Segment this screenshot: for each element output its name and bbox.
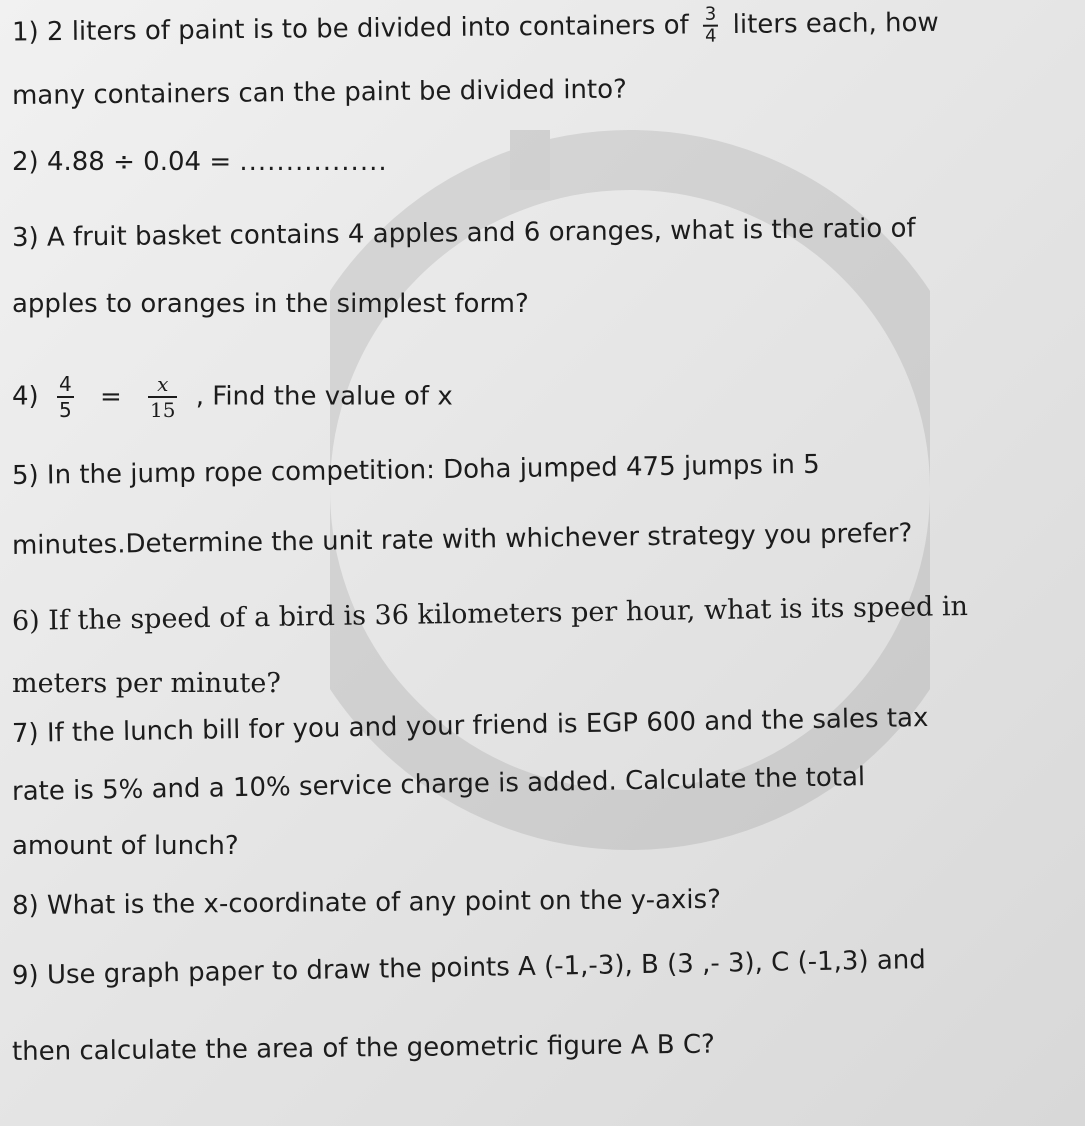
question-6-line-2 xyxy=(12,668,281,700)
question-6-line-1 xyxy=(12,591,968,638)
question-1-text-b: liters each, how xyxy=(732,7,939,40)
question-4-fraction-2-denominator: 15 xyxy=(150,398,176,422)
question-7-text-b: rate is 5% and a 10% service charge is added. Calculate the total xyxy=(11,762,866,807)
question-4-number: 4) xyxy=(12,381,39,412)
question-8-line xyxy=(12,884,721,922)
question-4-fraction-2-numerator: x xyxy=(148,372,177,398)
question-3-line-1 xyxy=(12,213,916,254)
question-7-line-3 xyxy=(12,830,239,862)
question-4-line xyxy=(12,372,453,422)
question-2-number: 2) xyxy=(12,147,39,177)
question-3-text-a: 3) A fruit basket contains 4 apples and 6 oranges, what is the ratio of xyxy=(11,213,916,253)
question-6-text-b: meters per minute? xyxy=(12,668,281,699)
question-2-expression: 4.88 ÷ 0.04 = xyxy=(46,147,232,177)
question-1-fraction-denominator: 4 xyxy=(704,25,717,47)
question-1-number: 1) xyxy=(11,17,39,48)
question-5-text-b: minutes.Determine the unit rate with whichever strategy you prefer? xyxy=(11,518,913,561)
question-4-fraction-1-denominator: 5 xyxy=(58,398,72,422)
question-1-fraction xyxy=(703,5,719,47)
question-3-line-2 xyxy=(12,288,529,320)
question-1-line-2 xyxy=(12,74,627,112)
question-5-line-2 xyxy=(12,517,913,562)
question-9-text-a: 9) Use graph paper to draw the points A (-1,-3), B (3 ,- 3), C (-1,3) and xyxy=(11,945,927,991)
question-5-text-a: 5) In the jump rope competition: Doha jumped 475 jumps in 5 xyxy=(11,449,820,491)
question-8-text: 8) What is the x-coordinate of any point on the y-axis? xyxy=(11,884,722,921)
question-9-line-2 xyxy=(12,1029,715,1068)
question-7-line-2 xyxy=(12,761,866,808)
question-7-text-c: amount of lunch? xyxy=(12,831,239,861)
question-1-text-a: 2 liters of paint is to be divided into containers of xyxy=(46,10,689,48)
question-2-answer-blank: ................ xyxy=(239,147,388,177)
question-7-text-a: 7) If the lunch bill for you and your friend is EGP 600 and the sales tax xyxy=(11,703,929,749)
question-4-fraction-1 xyxy=(57,372,74,422)
question-4-fraction-1-numerator: 4 xyxy=(58,372,72,396)
question-9-text-b: then calculate the area of the geometric figure A B C? xyxy=(11,1029,716,1067)
question-4-fraction-2 xyxy=(148,372,177,422)
question-4-text: , Find the value of x xyxy=(195,381,453,412)
question-1-text-c: many containers can the paint be divided into? xyxy=(11,74,627,111)
question-1-line-1 xyxy=(12,2,939,54)
question-1-fraction-numerator: 3 xyxy=(703,5,719,27)
question-5-line-1 xyxy=(12,449,820,492)
question-2-line xyxy=(12,146,388,178)
question-4-equals-sign: = xyxy=(99,381,122,412)
question-3-text-b: apples to oranges in the simplest form? xyxy=(12,289,529,319)
question-6-text-a: 6) If the speed of a bird is 36 kilometers per hour, what is its speed in xyxy=(11,590,969,637)
question-7-line-1 xyxy=(12,702,929,750)
question-9-line-1 xyxy=(12,944,926,992)
